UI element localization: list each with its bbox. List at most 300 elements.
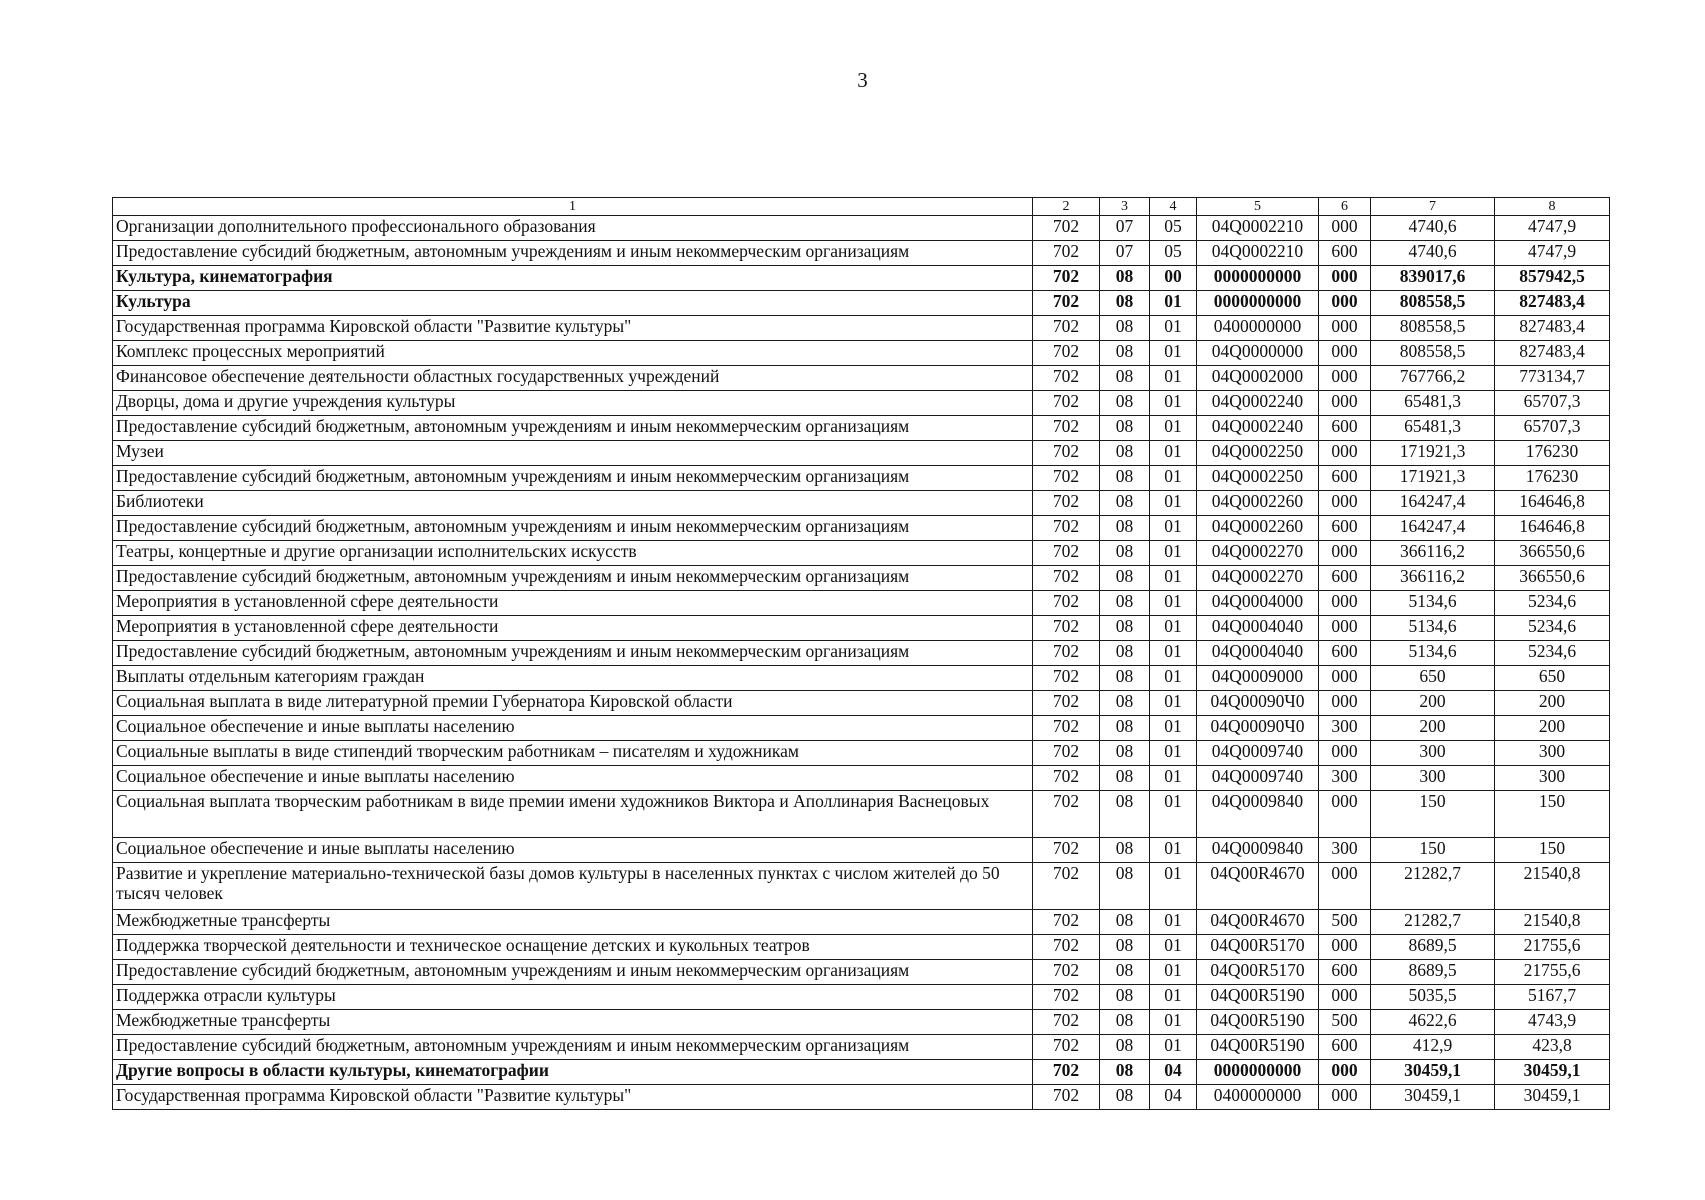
row-name-cell: Поддержка отрасли культуры: [113, 985, 1033, 1010]
row-name-cell: Выплаты отдельным категориям граждан: [113, 666, 1033, 691]
section-cell: 08: [1100, 716, 1150, 741]
subsection-cell: 01: [1150, 641, 1197, 666]
target-item-cell: 04Q00090Ч0: [1197, 716, 1319, 741]
budget-table: [112, 197, 1610, 1110]
target-item-cell: 04Q0002240: [1197, 416, 1319, 441]
target-item-cell: 04Q0004040: [1197, 641, 1319, 666]
subsection-cell: 01: [1150, 416, 1197, 441]
expense-type-cell: 000: [1319, 441, 1371, 466]
row-name-cell: Предоставление субсидий бюджетным, автономным учреждениям и иным некоммерческим организациям: [113, 516, 1033, 541]
amount-cell: 171921,3: [1371, 441, 1495, 466]
section-cell: 08: [1100, 466, 1150, 491]
expense-type-cell: 000: [1319, 791, 1371, 838]
row-name-cell: Комплекс процессных мероприятий: [113, 341, 1033, 366]
expense-type-cell: 600: [1319, 641, 1371, 666]
amount-cell: 773134,7: [1495, 366, 1610, 391]
expense-type-cell: 000: [1319, 741, 1371, 766]
row-name-cell: Государственная программа Кировской области "Развитие культуры": [113, 1085, 1033, 1110]
row-name-cell: Государственная программа Кировской области "Развитие культуры": [113, 316, 1033, 341]
target-item-cell: 04Q0002250: [1197, 466, 1319, 491]
code-cell: 702: [1033, 838, 1100, 863]
code-cell: 702: [1033, 985, 1100, 1010]
amount-cell: 808558,5: [1371, 316, 1495, 341]
table-row: [113, 935, 1610, 960]
amount-cell: 8689,5: [1371, 960, 1495, 985]
amount-cell: 5035,5: [1371, 985, 1495, 1010]
section-cell: 08: [1100, 766, 1150, 791]
amount-cell: 30459,1: [1371, 1060, 1495, 1085]
section-cell: 08: [1100, 838, 1150, 863]
amount-cell: 30459,1: [1495, 1060, 1610, 1085]
expense-type-cell: 000: [1319, 316, 1371, 341]
subsection-cell: 01: [1150, 566, 1197, 591]
table-row: [113, 566, 1610, 591]
amount-cell: 412,9: [1371, 1035, 1495, 1060]
section-cell: 08: [1100, 985, 1150, 1010]
expense-type-cell: 000: [1319, 863, 1371, 910]
amount-cell: 366116,2: [1371, 566, 1495, 591]
amount-cell: 65707,3: [1495, 416, 1610, 441]
target-item-cell: 04Q00R5190: [1197, 1010, 1319, 1035]
row-name-cell: Предоставление субсидий бюджетным, автономным учреждениям и иным некоммерческим организациям: [113, 641, 1033, 666]
target-item-cell: 04Q00R5170: [1197, 960, 1319, 985]
table-row: [113, 838, 1610, 863]
target-item-cell: 04Q0002270: [1197, 566, 1319, 591]
code-cell: 702: [1033, 766, 1100, 791]
section-cell: 08: [1100, 691, 1150, 716]
subsection-cell: 01: [1150, 716, 1197, 741]
subsection-cell: 04: [1150, 1085, 1197, 1110]
amount-cell: 21540,8: [1495, 863, 1610, 910]
target-item-cell: 04Q0009000: [1197, 666, 1319, 691]
expense-type-cell: 600: [1319, 241, 1371, 266]
amount-cell: 65481,3: [1371, 391, 1495, 416]
table-row: [113, 441, 1610, 466]
amount-cell: 21755,6: [1495, 935, 1610, 960]
amount-cell: 65481,3: [1371, 416, 1495, 441]
subsection-cell: 01: [1150, 960, 1197, 985]
expense-type-cell: 600: [1319, 1035, 1371, 1060]
table-row: [113, 491, 1610, 516]
table-row: [113, 291, 1610, 316]
expense-type-cell: 000: [1319, 1085, 1371, 1110]
table-row: [113, 216, 1610, 241]
amount-cell: 176230: [1495, 441, 1610, 466]
subsection-cell: 01: [1150, 291, 1197, 316]
section-cell: 08: [1100, 616, 1150, 641]
table-row: [113, 316, 1610, 341]
row-name-cell: Предоставление субсидий бюджетным, автономным учреждениям и иным некоммерческим организациям: [113, 960, 1033, 985]
row-name-cell: Межбюджетные трансферты: [113, 1010, 1033, 1035]
target-item-cell: 04Q0002210: [1197, 241, 1319, 266]
amount-cell: 30459,1: [1371, 1085, 1495, 1110]
code-cell: 702: [1033, 341, 1100, 366]
header-cell: 4: [1150, 198, 1197, 216]
row-name-cell: Мероприятия в установленной сфере деятельности: [113, 591, 1033, 616]
expense-type-cell: 000: [1319, 491, 1371, 516]
expense-type-cell: 000: [1319, 216, 1371, 241]
target-item-cell: 04Q0002260: [1197, 491, 1319, 516]
header-cell: 5: [1197, 198, 1319, 216]
table-row: [113, 366, 1610, 391]
table-row: [113, 1035, 1610, 1060]
amount-cell: 4622,6: [1371, 1010, 1495, 1035]
amount-cell: 150: [1495, 838, 1610, 863]
table-row: [113, 716, 1610, 741]
subsection-cell: 01: [1150, 741, 1197, 766]
expense-type-cell: 600: [1319, 960, 1371, 985]
subsection-cell: 04: [1150, 1060, 1197, 1085]
header-cell: 2: [1033, 198, 1100, 216]
row-name-cell: Социальное обеспечение и иные выплаты населению: [113, 766, 1033, 791]
amount-cell: 300: [1371, 741, 1495, 766]
section-cell: 08: [1100, 266, 1150, 291]
section-cell: 08: [1100, 960, 1150, 985]
subsection-cell: 01: [1150, 863, 1197, 910]
section-cell: 08: [1100, 641, 1150, 666]
code-cell: 702: [1033, 1035, 1100, 1060]
code-cell: 702: [1033, 666, 1100, 691]
section-cell: 08: [1100, 1035, 1150, 1060]
amount-cell: 5134,6: [1371, 641, 1495, 666]
row-name-cell: Дворцы, дома и другие учреждения культуры: [113, 391, 1033, 416]
code-cell: 702: [1033, 266, 1100, 291]
target-item-cell: 04Q0009740: [1197, 741, 1319, 766]
row-name-cell: Финансовое обеспечение деятельности областных государственных учреждений: [113, 366, 1033, 391]
row-name-cell: Социальная выплата в виде литературной премии Губернатора Кировской области: [113, 691, 1033, 716]
target-item-cell: 04Q0002250: [1197, 441, 1319, 466]
amount-cell: 164646,8: [1495, 516, 1610, 541]
expense-type-cell: 000: [1319, 985, 1371, 1010]
code-cell: 702: [1033, 863, 1100, 910]
subsection-cell: 01: [1150, 441, 1197, 466]
section-cell: 08: [1100, 416, 1150, 441]
expense-type-cell: 600: [1319, 566, 1371, 591]
expense-type-cell: 000: [1319, 691, 1371, 716]
code-cell: 702: [1033, 441, 1100, 466]
section-cell: 08: [1100, 1085, 1150, 1110]
section-cell: 08: [1100, 441, 1150, 466]
amount-cell: 4740,6: [1371, 216, 1495, 241]
table-row: [113, 863, 1610, 910]
expense-type-cell: 300: [1319, 766, 1371, 791]
row-name-cell: Социальное обеспечение и иные выплаты населению: [113, 838, 1033, 863]
amount-cell: 5234,6: [1495, 616, 1610, 641]
subsection-cell: 01: [1150, 466, 1197, 491]
expense-type-cell: 000: [1319, 541, 1371, 566]
expense-type-cell: 000: [1319, 1060, 1371, 1085]
row-name-cell: Социальное обеспечение и иные выплаты населению: [113, 716, 1033, 741]
header-cell: 6: [1319, 198, 1371, 216]
subsection-cell: 01: [1150, 666, 1197, 691]
row-name-cell: Организации дополнительного профессионального образования: [113, 216, 1033, 241]
section-cell: 08: [1100, 316, 1150, 341]
expense-type-cell: 000: [1319, 266, 1371, 291]
row-name-cell: Социальные выплаты в виде стипендий творческим работникам – писателям и художникам: [113, 741, 1033, 766]
code-cell: 702: [1033, 516, 1100, 541]
amount-cell: 30459,1: [1495, 1085, 1610, 1110]
expense-type-cell: 600: [1319, 516, 1371, 541]
table-row: [113, 466, 1610, 491]
subsection-cell: 01: [1150, 935, 1197, 960]
row-name-cell: Поддержка творческой деятельности и техническое оснащение детских и кукольных театров: [113, 935, 1033, 960]
amount-cell: 8689,5: [1371, 935, 1495, 960]
amount-cell: 164646,8: [1495, 491, 1610, 516]
row-name-cell: Культура, кинематография: [113, 266, 1033, 291]
table-row: [113, 741, 1610, 766]
target-item-cell: 04Q0009740: [1197, 766, 1319, 791]
amount-cell: 300: [1371, 766, 1495, 791]
target-item-cell: 04Q0009840: [1197, 838, 1319, 863]
amount-cell: 366550,6: [1495, 541, 1610, 566]
section-cell: 08: [1100, 935, 1150, 960]
amount-cell: 5134,6: [1371, 591, 1495, 616]
code-cell: 702: [1033, 366, 1100, 391]
expense-type-cell: 500: [1319, 1010, 1371, 1035]
code-cell: 702: [1033, 591, 1100, 616]
table-row: [113, 1085, 1610, 1110]
amount-cell: 5167,7: [1495, 985, 1610, 1010]
target-item-cell: 04Q00R5190: [1197, 985, 1319, 1010]
table-row: [113, 616, 1610, 641]
code-cell: 702: [1033, 691, 1100, 716]
code-cell: 702: [1033, 791, 1100, 838]
amount-cell: 200: [1495, 691, 1610, 716]
amount-cell: 808558,5: [1371, 341, 1495, 366]
target-item-cell: 0000000000: [1197, 291, 1319, 316]
row-name-cell: Развитие и укрепление материально-технической базы домов культуры в населенных пунктах с числом жителей до 50 тысяч человек: [113, 863, 1033, 910]
subsection-cell: 01: [1150, 985, 1197, 1010]
amount-cell: 4743,9: [1495, 1010, 1610, 1035]
table-row: [113, 666, 1610, 691]
amount-cell: 4747,9: [1495, 241, 1610, 266]
subsection-cell: 00: [1150, 266, 1197, 291]
code-cell: 702: [1033, 935, 1100, 960]
amount-cell: 150: [1371, 791, 1495, 838]
row-name-cell: Другие вопросы в области культуры, кинематографии: [113, 1060, 1033, 1085]
target-item-cell: 04Q0002260: [1197, 516, 1319, 541]
amount-cell: 164247,4: [1371, 491, 1495, 516]
section-cell: 08: [1100, 291, 1150, 316]
amount-cell: 150: [1495, 791, 1610, 838]
table-row: [113, 591, 1610, 616]
amount-cell: 21282,7: [1371, 863, 1495, 910]
code-cell: 702: [1033, 616, 1100, 641]
amount-cell: 164247,4: [1371, 516, 1495, 541]
code-cell: 702: [1033, 291, 1100, 316]
amount-cell: 4747,9: [1495, 216, 1610, 241]
subsection-cell: 01: [1150, 341, 1197, 366]
header-cell: 3: [1100, 198, 1150, 216]
target-item-cell: 04Q0002240: [1197, 391, 1319, 416]
expense-type-cell: 000: [1319, 291, 1371, 316]
row-name-cell: Библиотеки: [113, 491, 1033, 516]
target-item-cell: 04Q0004000: [1197, 591, 1319, 616]
code-cell: 702: [1033, 641, 1100, 666]
table-row: [113, 766, 1610, 791]
amount-cell: 300: [1495, 766, 1610, 791]
header-cell: 8: [1495, 198, 1610, 216]
amount-cell: 5134,6: [1371, 616, 1495, 641]
target-item-cell: 0000000000: [1197, 1060, 1319, 1085]
subsection-cell: 01: [1150, 791, 1197, 838]
table-row: [113, 791, 1610, 838]
row-name-cell: Предоставление субсидий бюджетным, автономным учреждениям и иным некоммерческим организациям: [113, 416, 1033, 441]
code-cell: 702: [1033, 910, 1100, 935]
row-name-cell: Культура: [113, 291, 1033, 316]
target-item-cell: 04Q0002210: [1197, 216, 1319, 241]
section-cell: 08: [1100, 591, 1150, 616]
amount-cell: 65707,3: [1495, 391, 1610, 416]
code-cell: 702: [1033, 416, 1100, 441]
target-item-cell: 04Q0002000: [1197, 366, 1319, 391]
subsection-cell: 01: [1150, 516, 1197, 541]
table-body: [113, 216, 1610, 1110]
expense-type-cell: 000: [1319, 391, 1371, 416]
subsection-cell: 01: [1150, 541, 1197, 566]
amount-cell: 827483,4: [1495, 291, 1610, 316]
code-cell: 702: [1033, 741, 1100, 766]
target-item-cell: 04Q0002270: [1197, 541, 1319, 566]
row-name-cell: Театры, концертные и другие организации исполнительских искусств: [113, 541, 1033, 566]
target-item-cell: 04Q00R5170: [1197, 935, 1319, 960]
table-row: [113, 391, 1610, 416]
target-item-cell: 04Q00R4670: [1197, 910, 1319, 935]
table-row: [113, 985, 1610, 1010]
target-item-cell: 04Q0004040: [1197, 616, 1319, 641]
page-number: 3: [857, 68, 868, 92]
code-cell: 702: [1033, 1060, 1100, 1085]
table-row: [113, 241, 1610, 266]
code-cell: 702: [1033, 316, 1100, 341]
table-row: [113, 691, 1610, 716]
amount-cell: 200: [1495, 716, 1610, 741]
subsection-cell: 01: [1150, 1010, 1197, 1035]
expense-type-cell: 000: [1319, 616, 1371, 641]
expense-type-cell: 000: [1319, 666, 1371, 691]
table-row: [113, 1010, 1610, 1035]
amount-cell: 4740,6: [1371, 241, 1495, 266]
header-cell: 7: [1371, 198, 1495, 216]
code-cell: 702: [1033, 216, 1100, 241]
code-cell: 702: [1033, 1010, 1100, 1035]
expense-type-cell: 300: [1319, 716, 1371, 741]
subsection-cell: 01: [1150, 591, 1197, 616]
subsection-cell: 01: [1150, 766, 1197, 791]
subsection-cell: 01: [1150, 366, 1197, 391]
section-cell: 08: [1100, 863, 1150, 910]
amount-cell: 21540,8: [1495, 910, 1610, 935]
code-cell: 702: [1033, 566, 1100, 591]
section-cell: 08: [1100, 491, 1150, 516]
code-cell: 702: [1033, 716, 1100, 741]
subsection-cell: 01: [1150, 838, 1197, 863]
code-cell: 702: [1033, 1085, 1100, 1110]
amount-cell: 827483,4: [1495, 341, 1610, 366]
amount-cell: 767766,2: [1371, 366, 1495, 391]
table-row: [113, 910, 1610, 935]
subsection-cell: 01: [1150, 316, 1197, 341]
amount-cell: 176230: [1495, 466, 1610, 491]
amount-cell: 366116,2: [1371, 541, 1495, 566]
section-cell: 08: [1100, 341, 1150, 366]
code-cell: 702: [1033, 391, 1100, 416]
expense-type-cell: 300: [1319, 838, 1371, 863]
code-cell: 702: [1033, 241, 1100, 266]
row-name-cell: Социальная выплата творческим работникам в виде премии имени художников Виктора и Аполлинария Васнецовых: [113, 791, 1033, 838]
table-row: [113, 341, 1610, 366]
code-cell: 702: [1033, 491, 1100, 516]
subsection-cell: 01: [1150, 691, 1197, 716]
amount-cell: 650: [1495, 666, 1610, 691]
table-row: [113, 541, 1610, 566]
amount-cell: 839017,6: [1371, 266, 1495, 291]
target-item-cell: 04Q0000000: [1197, 341, 1319, 366]
table-row: [113, 516, 1610, 541]
target-item-cell: 04Q0009840: [1197, 791, 1319, 838]
code-cell: 702: [1033, 466, 1100, 491]
amount-cell: 21282,7: [1371, 910, 1495, 935]
section-cell: 08: [1100, 791, 1150, 838]
amount-cell: 366550,6: [1495, 566, 1610, 591]
subsection-cell: 05: [1150, 216, 1197, 241]
row-name-cell: Музеи: [113, 441, 1033, 466]
amount-cell: 5234,6: [1495, 591, 1610, 616]
table-row: [113, 960, 1610, 985]
row-name-cell: Мероприятия в установленной сфере деятельности: [113, 616, 1033, 641]
target-item-cell: 0400000000: [1197, 1085, 1319, 1110]
amount-cell: 827483,4: [1495, 316, 1610, 341]
target-item-cell: 04Q00090Ч0: [1197, 691, 1319, 716]
subsection-cell: 01: [1150, 1035, 1197, 1060]
section-cell: 08: [1100, 541, 1150, 566]
target-item-cell: 04Q00R5190: [1197, 1035, 1319, 1060]
target-item-cell: 0000000000: [1197, 266, 1319, 291]
amount-cell: 857942,5: [1495, 266, 1610, 291]
section-cell: 08: [1100, 366, 1150, 391]
section-cell: 07: [1100, 216, 1150, 241]
amount-cell: 650: [1371, 666, 1495, 691]
expense-type-cell: 600: [1319, 466, 1371, 491]
expense-type-cell: 600: [1319, 416, 1371, 441]
subsection-cell: 01: [1150, 491, 1197, 516]
table-row: [113, 416, 1610, 441]
amount-cell: 150: [1371, 838, 1495, 863]
row-name-cell: Межбюджетные трансферты: [113, 910, 1033, 935]
target-item-cell: 04Q00R4670: [1197, 863, 1319, 910]
expense-type-cell: 500: [1319, 910, 1371, 935]
section-cell: 07: [1100, 241, 1150, 266]
amount-cell: 423,8: [1495, 1035, 1610, 1060]
table-row: [113, 641, 1610, 666]
amount-cell: 300: [1495, 741, 1610, 766]
header-cell: 1: [113, 198, 1033, 216]
table-header-row: [113, 198, 1610, 216]
subsection-cell: 01: [1150, 910, 1197, 935]
row-name-cell: Предоставление субсидий бюджетным, автономным учреждениям и иным некоммерческим организациям: [113, 466, 1033, 491]
section-cell: 08: [1100, 910, 1150, 935]
table-row: [113, 266, 1610, 291]
row-name-cell: Предоставление субсидий бюджетным, автономным учреждениям и иным некоммерческим организациям: [113, 241, 1033, 266]
section-cell: 08: [1100, 566, 1150, 591]
section-cell: 08: [1100, 741, 1150, 766]
section-cell: 08: [1100, 1060, 1150, 1085]
amount-cell: 171921,3: [1371, 466, 1495, 491]
table-row: [113, 1060, 1610, 1085]
amount-cell: 5234,6: [1495, 641, 1610, 666]
expense-type-cell: 000: [1319, 591, 1371, 616]
amount-cell: 200: [1371, 716, 1495, 741]
